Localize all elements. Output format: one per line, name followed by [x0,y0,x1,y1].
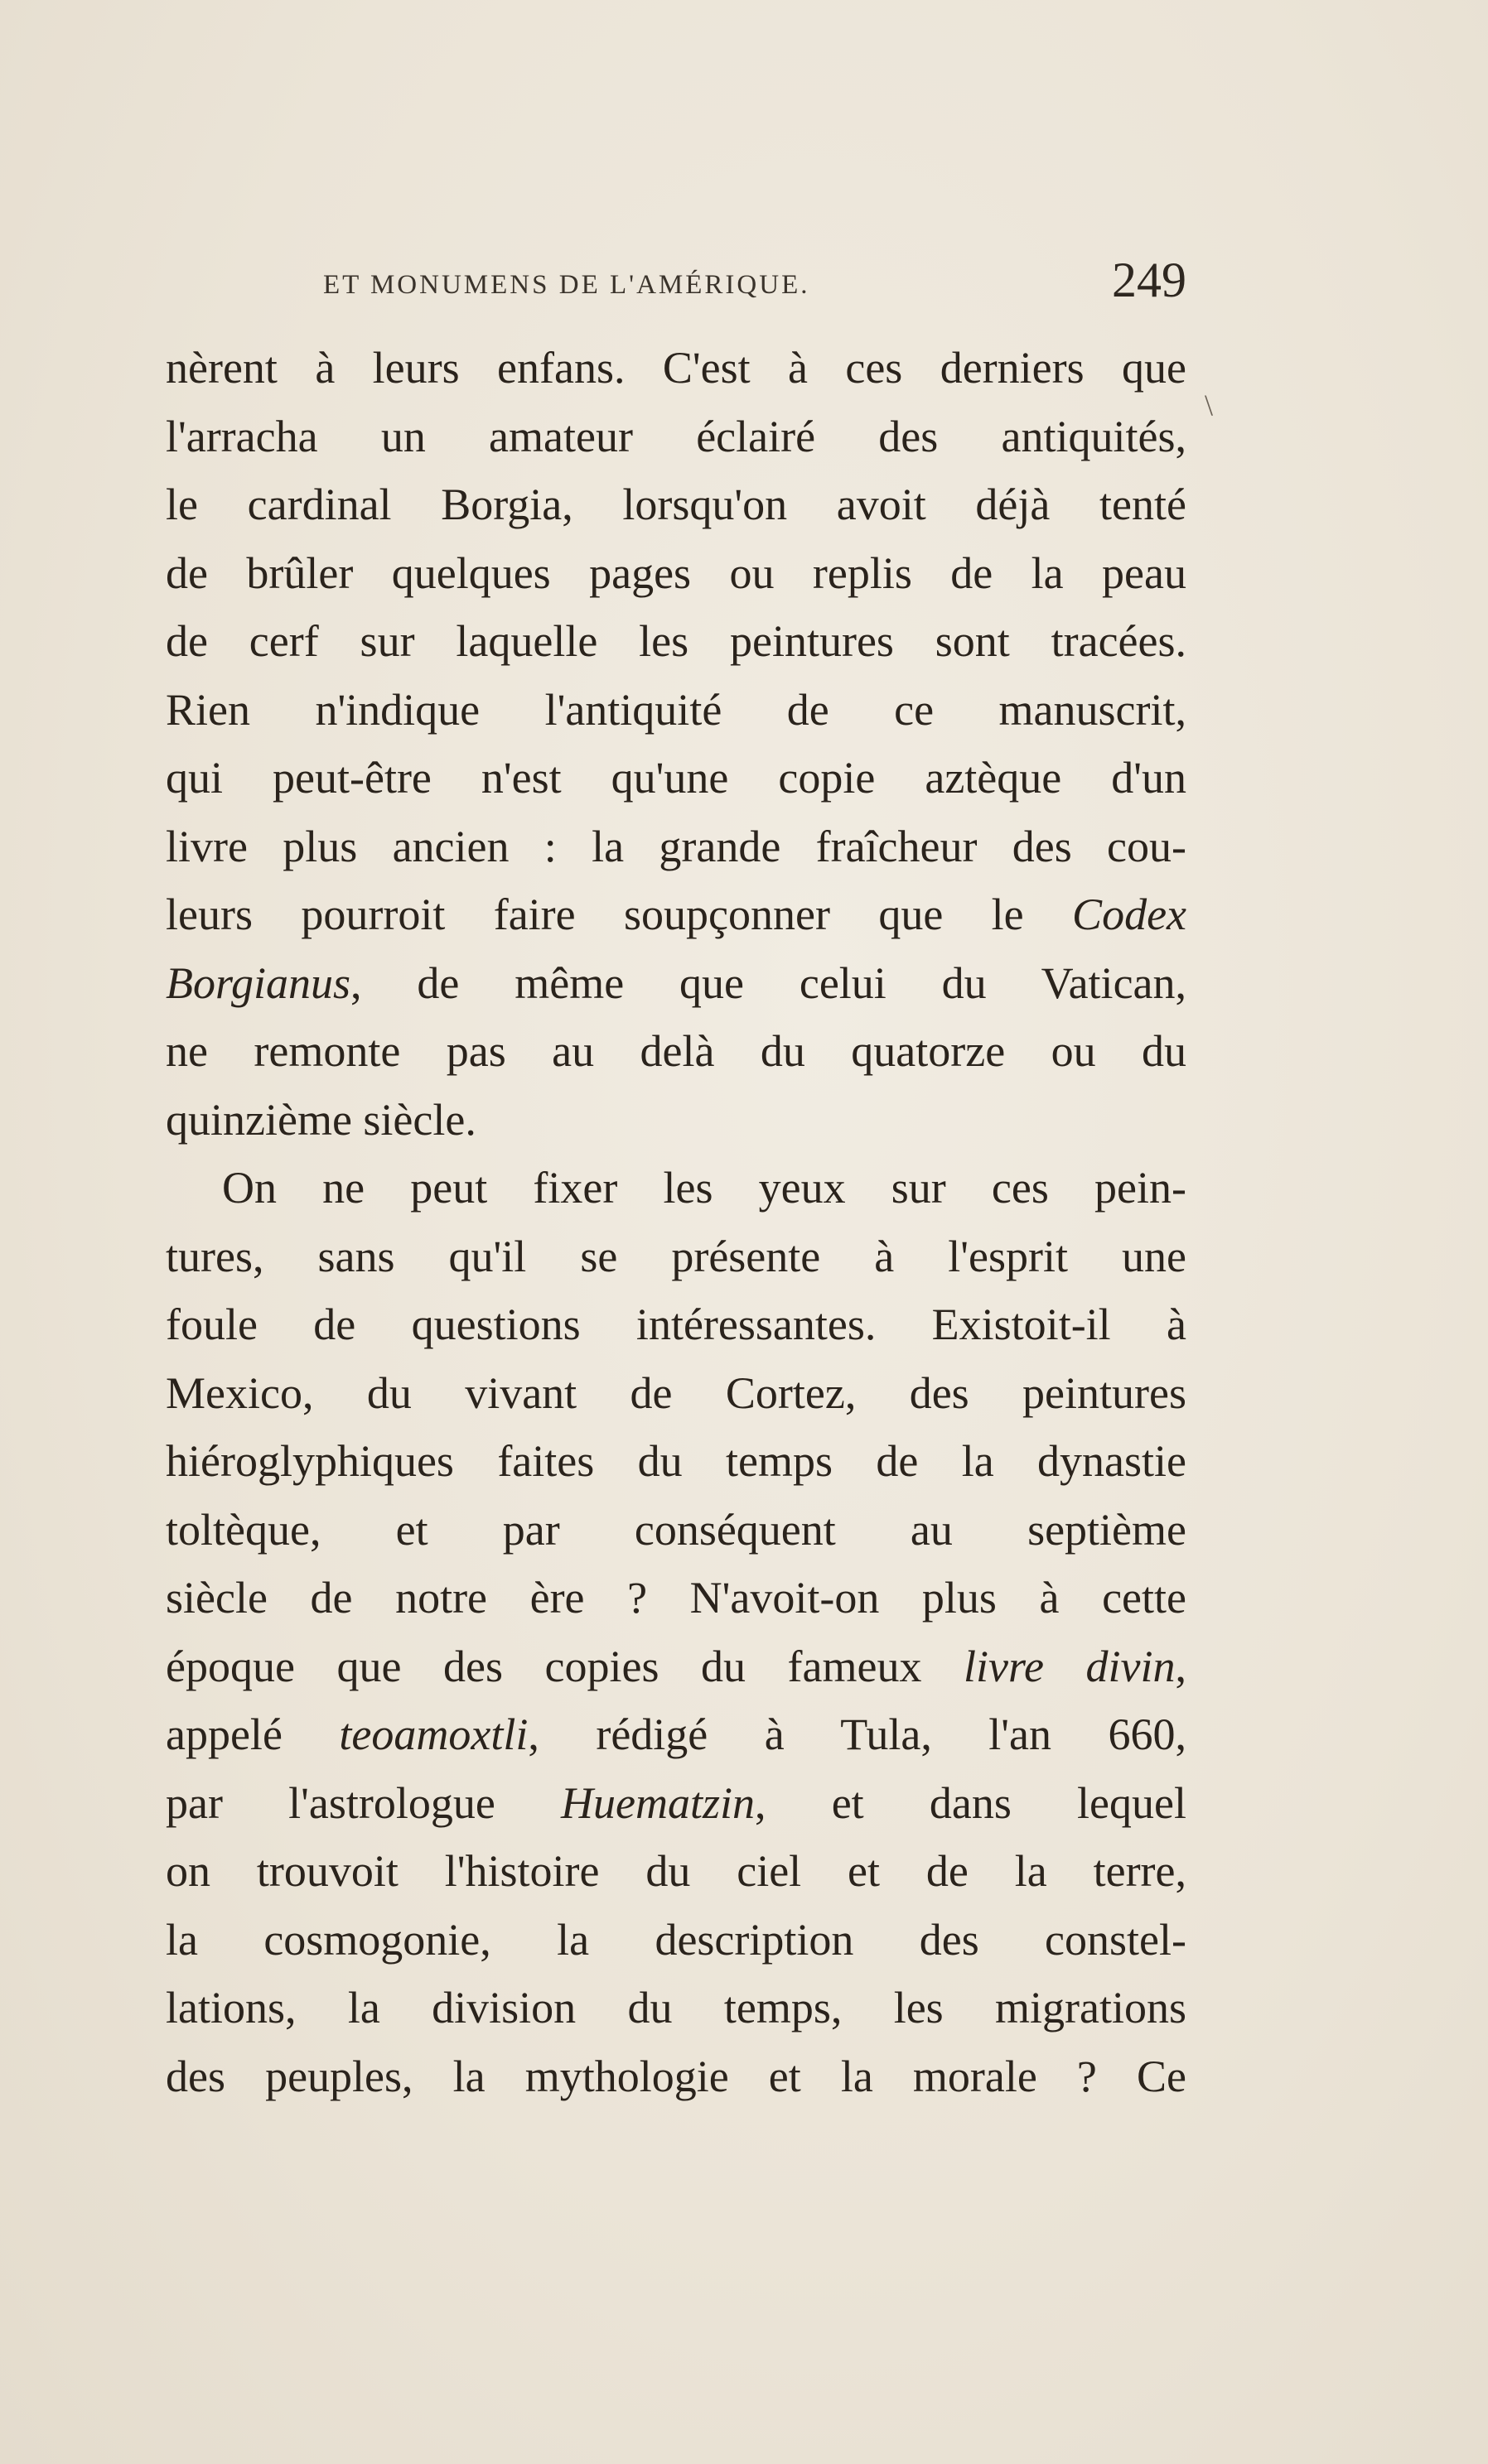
text-line: leurs pourroit faire soupçonner que le Codex [166,890,1186,939]
text-line: la cosmogonie, la description des constel- [166,1914,1186,1965]
italic-text: Huematzin [561,1777,755,1828]
running-head: ET MONUMENS DE L'AMÉRIQUE. [323,270,810,300]
text-line: Mexico, du vivant de Cortez, des peintures [166,1367,1186,1418]
text-line: hiéroglyphiques faites du temps de la dynastie [166,1436,1186,1486]
text-line: le cardinal Borgia, lorsqu'on avoit déjà tenté [166,480,1186,529]
text-line: livre plus ancien : la grande fraîcheur des cou- [166,821,1186,871]
text-line: lations, la division du temps, les migrations [166,1983,1186,2032]
body-text [166,334,1186,2110]
text-line: Rien n'indique l'antiquité de ce manuscrit, [166,684,1186,735]
text-line: quinzième siècle. [166,1094,476,1145]
text-line: des peuples, la mythologie et la morale ? Ce [166,2051,1186,2101]
page-header [166,252,1186,318]
italic-text: Codex [1072,890,1186,939]
text-line: Borgianus, de même que celui du Vatican, [166,957,1186,1008]
text-line: tures, sans qu'il se présente à l'esprit une [166,1231,1186,1281]
text-line: on trouvoit l'histoire du ciel et de la terre, [166,1846,1186,1896]
text-line: toltèque, et par conséquent au septième [166,1504,1186,1555]
italic-text: livre divin [964,1641,1176,1691]
page-number: 249 [1112,253,1186,307]
text-line: ne remonte pas au delà du quatorze ou du [166,1026,1186,1076]
text-line: On ne peut fixer les yeux sur ces pein- [222,1163,1186,1213]
text-line: appelé teoamoxtli, rédigé à Tula, l'an 660, [166,1709,1187,1759]
text-line: de brûler quelques pages ou replis de la peau [166,547,1186,598]
italic-text: Borgianus [166,957,351,1008]
italic-text: teoamoxtli [339,1709,529,1759]
text-line: nèrent à leurs enfans. C'est à ces derniers que [166,343,1186,393]
text-line: de cerf sur laquelle les peintures sont tracées. [166,616,1186,666]
margin-mark: \ [1205,388,1214,422]
text-line: foule de questions intéressantes. Existoit-il à [166,1300,1186,1349]
text-line: qui peut-être n'est qu'une copie aztèque d'un [166,753,1186,803]
text-line: par l'astrologue Huematzin, et dans lequel [166,1777,1186,1828]
paragraph [166,334,1186,1154]
paragraph [166,1154,1186,2110]
text-line: l'arracha un amateur éclairé des antiquités, [166,411,1186,461]
text-line: époque que des copies du fameux livre divin, [166,1641,1186,1691]
text-line: siècle de notre ère ? N'avoit-on plus à cette [166,1573,1186,1623]
